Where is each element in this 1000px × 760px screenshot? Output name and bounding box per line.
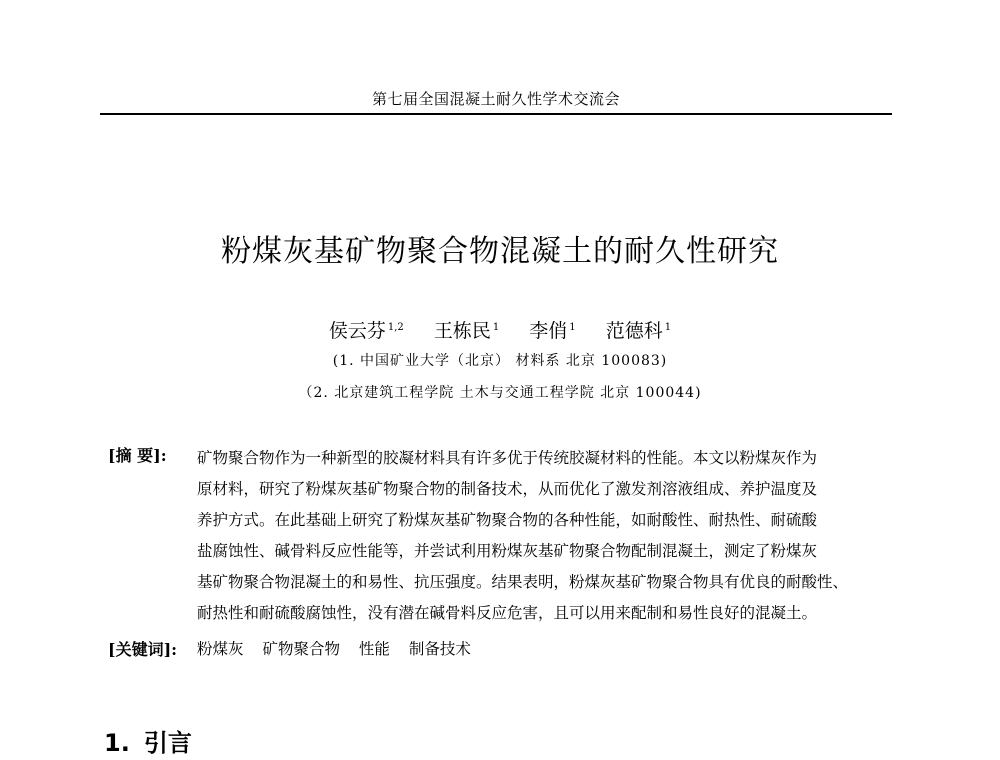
author-name: 侯云芬 bbox=[328, 320, 386, 342]
author-affiliation-mark: 1 bbox=[569, 321, 576, 333]
paper-title: 粉煤灰基矿物聚合物混凝土的耐久性研究 bbox=[221, 234, 779, 269]
author-affiliation-mark: 1,2 bbox=[387, 321, 404, 333]
author-name: 李俏 bbox=[529, 320, 568, 342]
keywords-label: [关键词]: bbox=[108, 640, 178, 659]
author bbox=[434, 316, 499, 343]
abstract-line: 盐腐蚀性、碱骨料反应性能等，并尝试利用粉煤灰基矿物聚合物配制混凝土，测定了粉煤灰 bbox=[197, 542, 818, 560]
running-header: 第七届全国混凝土耐久性学术交流会 bbox=[371, 90, 620, 108]
abstract-line: 矿物聚合物作为一种新型的胶凝材料具有许多优于传统胶凝材料的性能。本文以粉煤灰作为 bbox=[197, 449, 818, 467]
affiliation-1: (1. 中国矿业大学（北京） 材料系 北京 100083) bbox=[332, 353, 668, 369]
abstract-label: [摘 要]: bbox=[108, 446, 167, 465]
abstract-line: 基矿物聚合物混凝土的和易性、抗压强度。结果表明，粉煤灰基矿物聚合物具有优良的耐酸性、 bbox=[197, 573, 849, 591]
abstract-line: 耐热性和耐硫酸腐蚀性，没有潜在碱骨料反应危害，且可以用来配制和易性良好的混凝土。 bbox=[197, 604, 818, 622]
author-name: 王栋民 bbox=[433, 320, 491, 342]
author-affiliation-mark: 1 bbox=[492, 321, 500, 333]
author-name: 范德科 bbox=[605, 320, 663, 342]
author-affiliation-mark: 1 bbox=[664, 321, 672, 333]
section-heading bbox=[104, 723, 192, 758]
header-rule bbox=[100, 113, 892, 115]
abstract-line: 原材料，研究了粉煤灰基矿物聚合物的制备技术，从而优化了激发剂溶液组成、养护温度及 bbox=[197, 480, 818, 498]
abstract-line: 养护方式。在此基础上研究了粉煤灰基矿物聚合物的各种性能，如耐酸性、耐热性、耐硫酸 bbox=[197, 511, 818, 529]
keywords-list bbox=[197, 637, 485, 659]
author bbox=[329, 316, 404, 343]
keyword: 制备技术 bbox=[408, 640, 471, 658]
affiliation-2: （2. 北京建筑工程学院 土木与交通工程学院 北京 100044) bbox=[298, 385, 702, 401]
author-list bbox=[300, 316, 700, 343]
author bbox=[529, 316, 575, 343]
keyword: 粉煤灰 bbox=[197, 640, 244, 658]
section-number: 1. bbox=[104, 729, 130, 757]
keyword: 矿物聚合物 bbox=[262, 640, 340, 658]
abstract-body bbox=[197, 443, 905, 629]
keyword: 性能 bbox=[358, 640, 390, 658]
section-title: 引言 bbox=[143, 729, 192, 757]
author bbox=[606, 316, 671, 343]
